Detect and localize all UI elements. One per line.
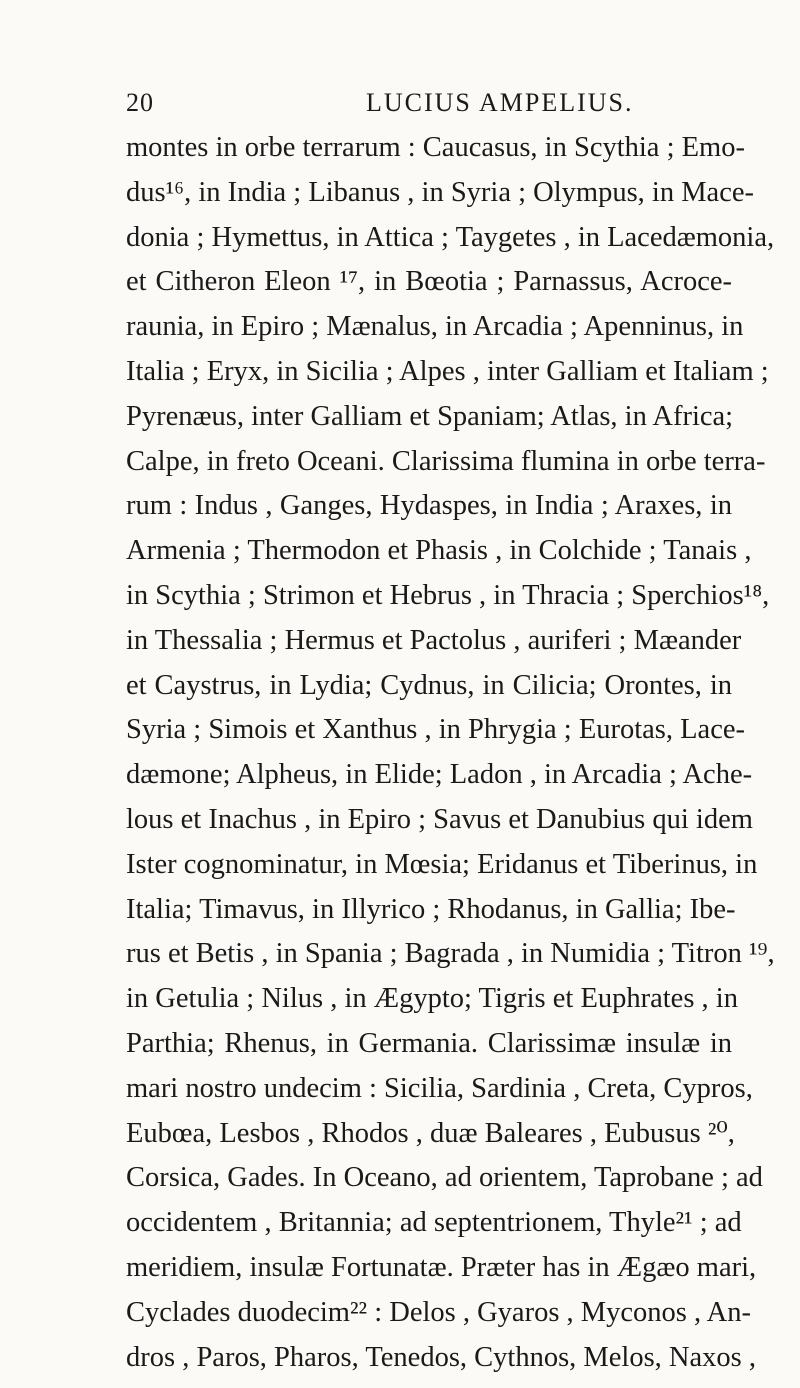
text-line: Eubœa, Lesbos , Rhodos , duæ Baleares , Eubusus ²⁰, (126, 1117, 735, 1149)
text-line: meridiem, insulæ Fortunatæ. Præter has in Ægæo mari, (126, 1251, 757, 1283)
text-line: Pyrenæus, inter Galliam et Spaniam; Atlas, in Africa; (126, 400, 734, 432)
text-line: Parthia; Rhenus, in Germania. Clarissimæ insulæ in (126, 1027, 732, 1059)
text-line: lous et Inachus , in Epiro ; Savus et Danubius qui idem (126, 803, 753, 835)
text-line: Armenia ; Thermodon et Phasis , in Colchide ; Tanais , (126, 535, 752, 567)
text-line: dæmone; Alpheus, in Elide; Ladon , in Arcadia ; Ache- (126, 759, 753, 791)
text-line: Cyclades duodecim²² : Delos , Gyaros , Myconos , An- (126, 1296, 751, 1328)
text-line: mari nostro undecim : Sicilia, Sardinia , Creta, Cypros, (126, 1072, 753, 1104)
body-text (126, 126, 775, 1380)
text-line: Ister cognominatur, in Mœsia; Eridanus et Tiberinus, in (126, 848, 758, 880)
text-line: Corsica, Gades. In Oceano, ad orientem, Taprobane ; ad (126, 1162, 763, 1194)
text-line: et Caystrus, in Lydia; Cydnus, in Cilicia; Orontes, in (126, 669, 732, 701)
text-line: dus¹⁶, in India ; Libanus , in Syria ; Olympus, in Mace- (126, 176, 754, 208)
text-line: rum : Indus , Ganges, Hydaspes, in India ; Araxes, in (126, 490, 732, 522)
text-line: donia ; Hymettus, in Attica ; Taygetes , in Lacedæmonia, (126, 221, 775, 253)
text-line: raunia, in Epiro ; Mænalus, in Arcadia ; Apenninus, in (126, 311, 744, 343)
text-line: in Thessalia ; Hermus et Pactolus , auriferi ; Mæander (126, 624, 742, 656)
page-number: 20 (126, 88, 154, 117)
text-line: montes in orbe terrarum : Caucasus, in Scythia ; Emo- (126, 132, 745, 163)
text-line: dros , Paros, Pharos, Tenedos, Cythnos, Melos, Naxos , (126, 1341, 757, 1373)
text-line: Calpe, in freto Oceani. Clarissima flumina in orbe terra- (126, 445, 766, 477)
text-line: occidentem , Britannia; ad septentrionem, Thyle²¹ ; ad (126, 1207, 742, 1239)
running-title: LUCIUS AMPELIUS. (366, 88, 634, 117)
text-line: et Citheron Eleon ¹⁷, in Bœotia ; Parnassus, Acroce- (126, 266, 732, 298)
text-line: in Getulia ; Nilus , in Ægypto; Tigris et Euphrates , in (126, 983, 738, 1015)
text-line: rus et Betis , in Spania ; Bagrada , in Numidia ; Titron ¹⁹, (126, 938, 775, 970)
text-line: in Scythia ; Strimon et Hebrus , in Thracia ; Sperchios¹⁸, (126, 579, 770, 611)
text-line: Italia ; Eryx, in Sicilia ; Alpes , inter Galliam et Italiam ; (126, 355, 769, 387)
running-head (126, 88, 726, 120)
text-line: Italia; Timavus, in Illyrico ; Rhodanus, in Gallia; Ibe- (126, 893, 736, 925)
text-line: Syria ; Simois et Xanthus , in Phrygia ; Eurotas, Lace- (126, 714, 745, 746)
